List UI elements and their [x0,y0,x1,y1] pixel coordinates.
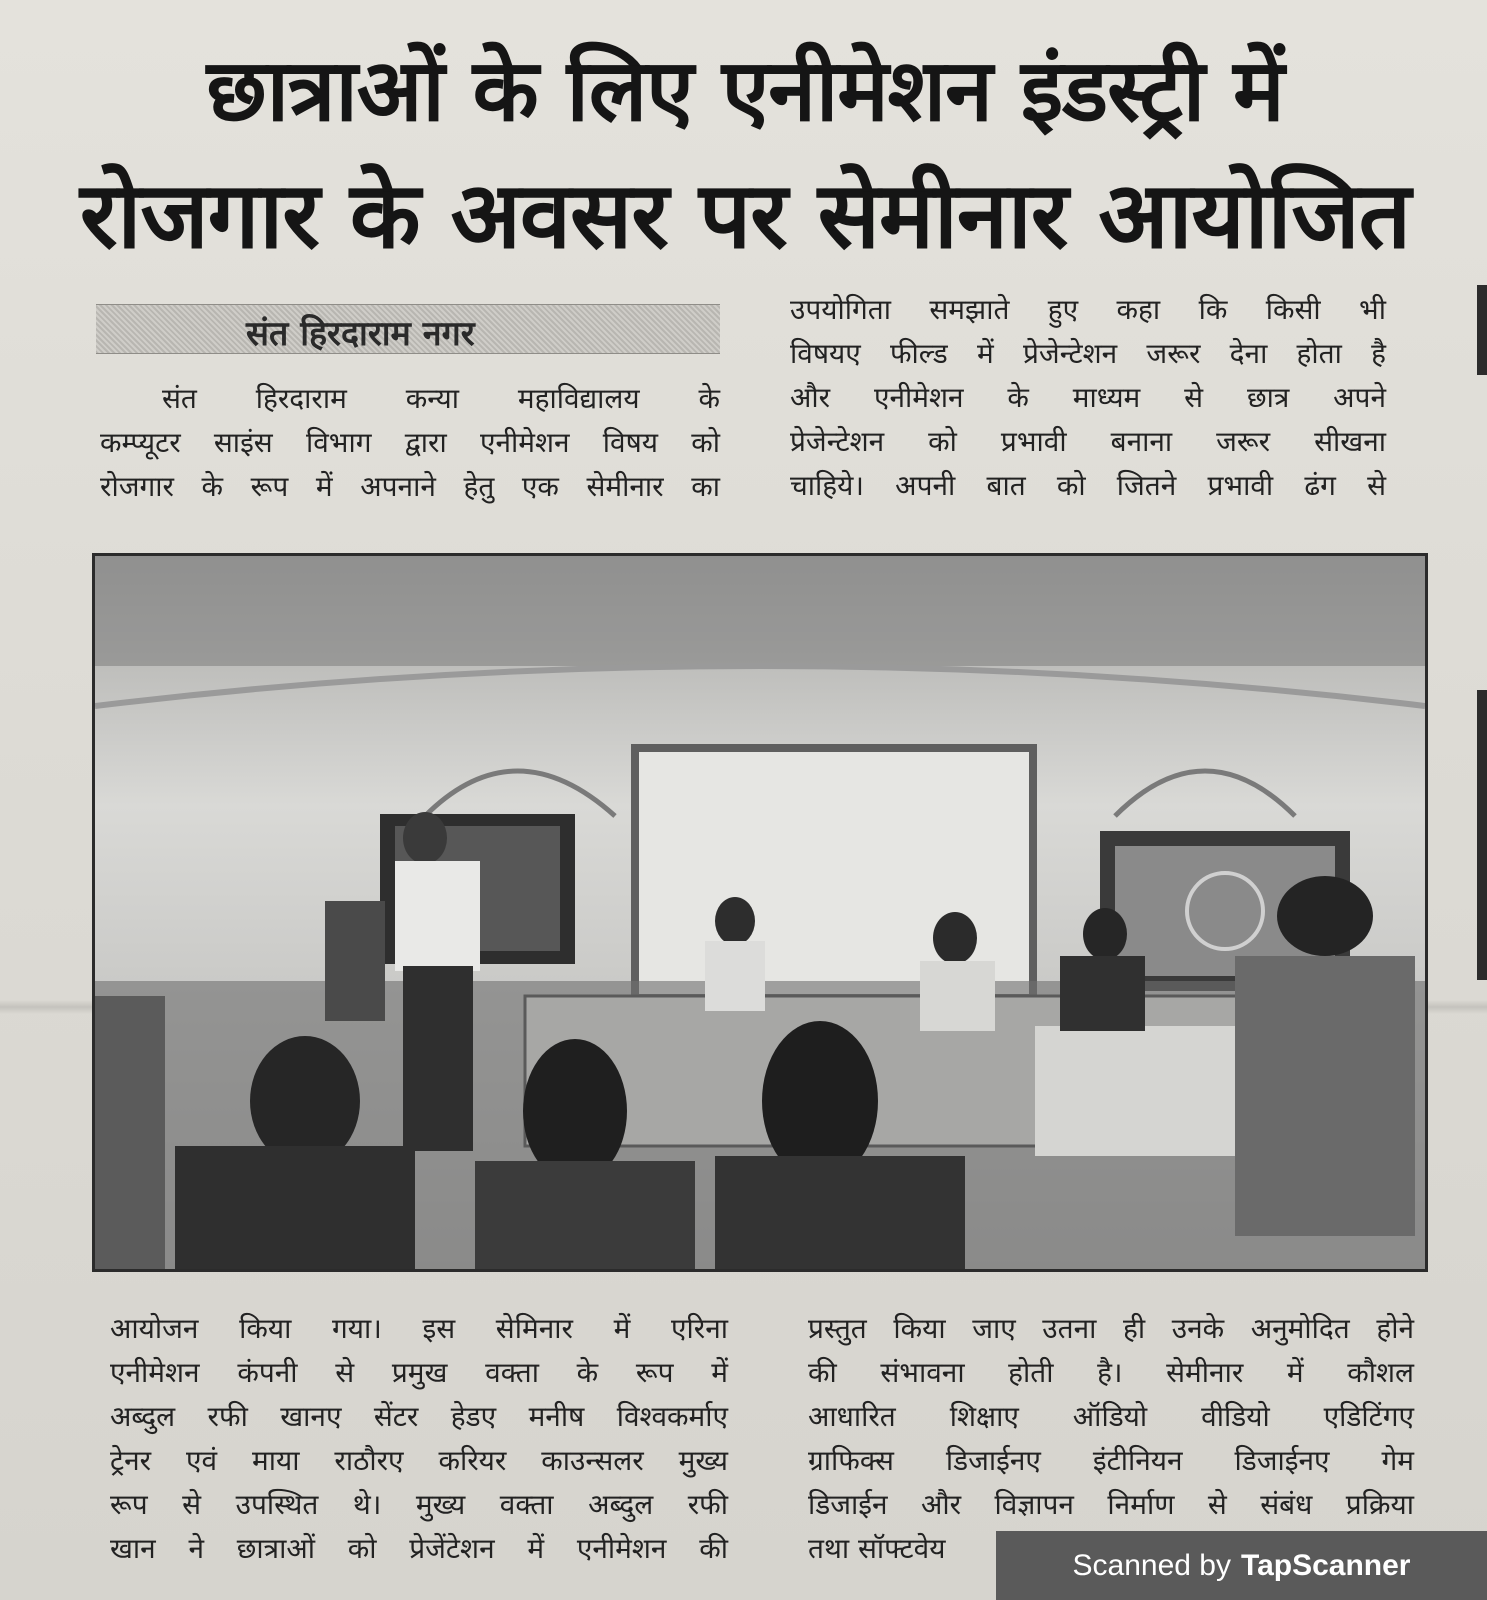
headline-line-2: रोजगार के अवसर पर सेमीनार आयोजित [79,162,1411,269]
article-line: प्रस्तुत किया जाए उतना ही उनके अनुमोदित होने [808,1312,1414,1345]
article-line: एनीमेशन कंपनी से प्रमुख वक्ता के रूप में [110,1356,728,1389]
seminar-photo [92,553,1428,1272]
article-line: कम्प्यूटर साइंस विभाग द्वारा एनीमेशन विषय को [100,426,720,459]
article-line: संत हिरदाराम कन्या महाविद्यालय के [162,382,720,415]
article-line: चाहिये। अपनी बात को जितने प्रभावी ढंग से [790,469,1386,502]
headline-line-1: छात्राओं के लिए एनीमेशन इंडस्ट्री में [206,41,1284,141]
article-line: तथा सॉफ्टवेय [808,1532,946,1565]
article-line: प्रेजेन्टेशन को प्रभावी बनाना जरूर सीखना [790,425,1386,458]
scanner-watermark-prefix: Scanned by [1072,1548,1231,1582]
dateline-text: संत हिरदाराम नगर [246,314,475,354]
article-line: और एनीमेशन के माध्यम से छात्र अपने [790,381,1386,414]
article-line: रूप से उपस्थित थे। मुख्य वक्ता अब्दुल रफी [110,1488,728,1521]
article-line: खान ने छात्राओं को प्रेजेंटेशन में एनीमेशन की [110,1532,728,1565]
article-line: ट्रेनर एवं माया राठौरए करियर काउन्सलर मुख्य [110,1444,728,1477]
article-line: आयोजन किया गया। इस सेमिनार में एरिना [110,1312,728,1345]
article-line: ग्राफिक्स डिजाईनए इंटीनियन डिजाईनए गेम [808,1444,1414,1477]
article-line: आधारित शिक्षाए ऑडियो वीडियो एडिटिंगए [808,1400,1414,1433]
scanner-watermark [996,1531,1487,1600]
article-line: डिजाईन और विज्ञापन निर्माण से संबंध प्रक्रिया [808,1488,1414,1521]
seminar-photo-illustration [95,556,1425,1269]
article-line: अब्दुल रफी खानए सेंटर हेडए मनीष विश्वकर्माए [110,1400,728,1433]
article-column-bottom-left [110,1307,728,1571]
article-line: की संभावना होती है। सेमीनार में कौशल [808,1356,1414,1389]
article-line: उपयोगिता समझाते हुए कहा कि किसी भी [790,293,1386,326]
article-line: विषयए फील्ड में प्रेजेन्टेशन जरूर देना होता है [790,337,1386,370]
scanner-watermark-brand: TapScanner [1240,1548,1411,1582]
article-column-top-right [790,288,1386,508]
page-edge-shadow [1477,285,1487,375]
page-edge-shadow [1477,690,1487,980]
dateline-box [96,304,720,354]
article-column-top-left [100,377,720,509]
article-line: रोजगार के रूप में अपनाने हेतु एक सेमीनार का [100,470,720,503]
